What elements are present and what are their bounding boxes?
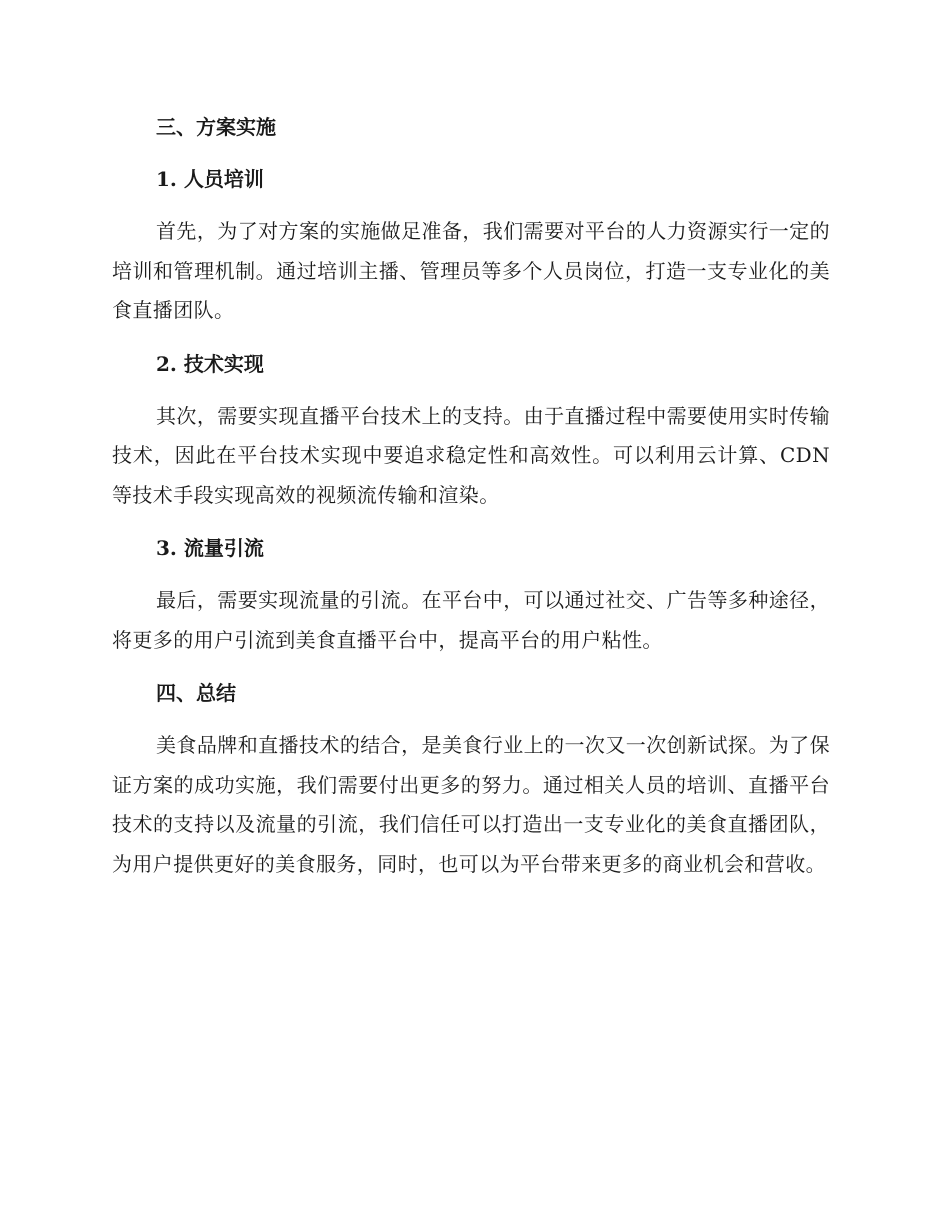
subheading-traffic-generation: 3. 流量引流: [156, 536, 264, 560]
subheading-staff-training: 1. 人员培训: [156, 167, 264, 191]
paragraph-traffic-generation: 最后，需要实现流量的引流。在平台中，可以通过社交、广告等多种途径，将更多的用户引流到美食直播平台中，提高平台的用户粘性。: [112, 588, 830, 652]
subheading-technical-implementation: 2. 技术实现: [156, 351, 264, 376]
section-heading-summary: 四、总结: [156, 681, 236, 705]
section-heading-implementation: 三、方案实施: [156, 115, 276, 139]
paragraph-technical-implementation: 其次，需要实现直播平台技术上的支持。由于直播过程中需要使用实时传输技术，因此在平台技术实现中要追求稳定性和高效性。可以利用云计算、CDN 等技术手段实现高效的视频流传输和渲染。: [112, 403, 830, 507]
document-page: [112, 108, 830, 898]
paragraph-staff-training: 首先，为了对方案的实施做足准备，我们需要对平台的人力资源实行一定的培训和管理机制。通过培训主播、管理员等多个人员岗位，打造一支专业化的美食直播团队。: [112, 219, 830, 322]
paragraph-summary: 美食品牌和直播技术的结合，是美食行业上的一次又一次创新试探。为了保证方案的成功实施，我们需要付出更多的努力。通过相关人员的培训、直播平台技术的支持以及流量的引流，我们信任可以打造出一支专业化的美食直播团队，为用户提供更好的美食服务，同时，也可以为平台带来更多的商业机会和营收。: [112, 733, 830, 876]
